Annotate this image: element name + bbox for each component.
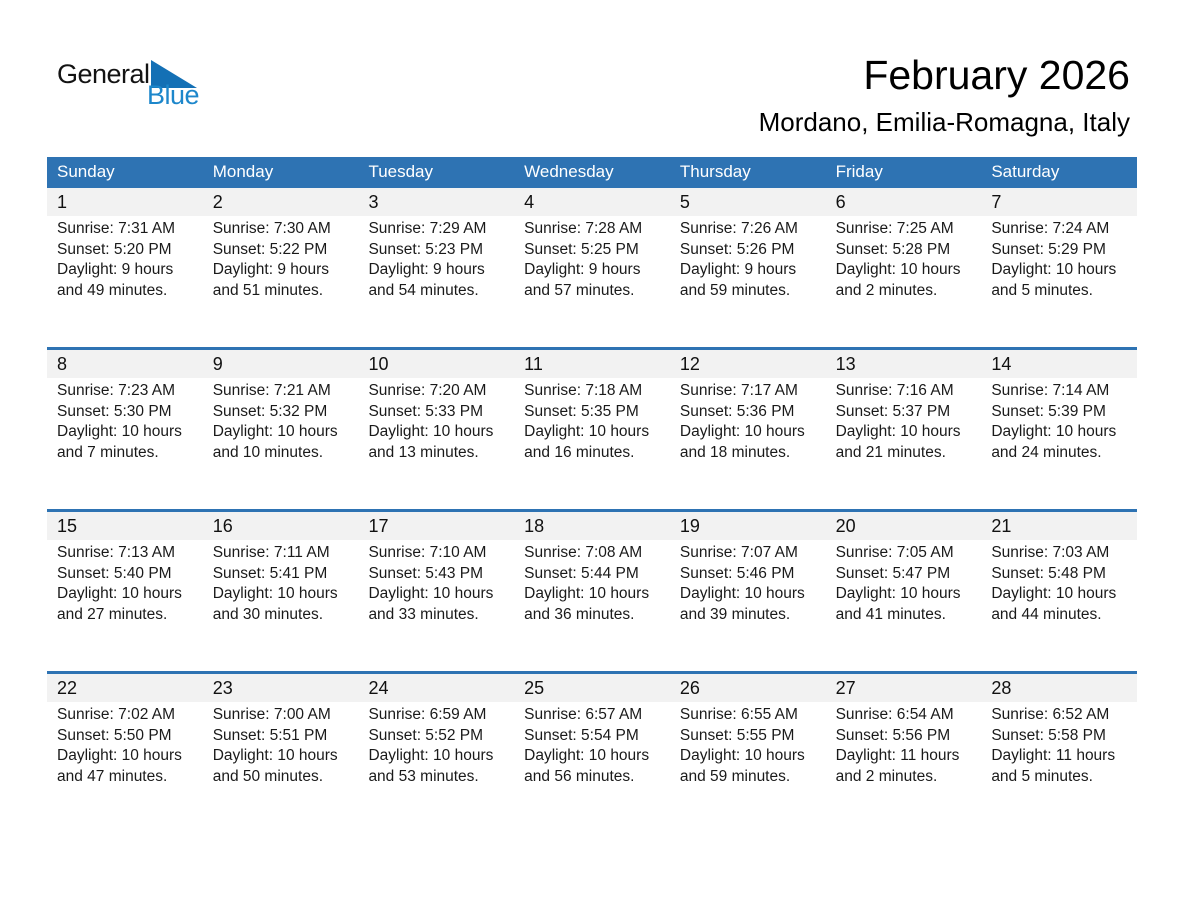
day-number: 21 bbox=[981, 512, 1137, 540]
page-title: February 2026 bbox=[863, 52, 1130, 98]
sunrise-line: Sunrise: 7:28 AM bbox=[524, 220, 643, 237]
day-number: 6 bbox=[826, 188, 982, 216]
weeks-container bbox=[47, 185, 1137, 833]
day-number: 25 bbox=[514, 674, 670, 702]
day-cell bbox=[981, 350, 1137, 509]
daylight-line-cont: and 53 minutes. bbox=[368, 767, 479, 785]
day-sun-info bbox=[981, 378, 1137, 463]
sunset-line: Sunset: 5:52 PM bbox=[368, 726, 484, 744]
sunrise-line: Sunrise: 7:11 AM bbox=[212, 544, 330, 561]
day-cell bbox=[514, 674, 670, 833]
day-number: 12 bbox=[670, 350, 826, 378]
week-row bbox=[47, 509, 1137, 671]
day-number: 19 bbox=[670, 512, 826, 540]
sunrise-line: Sunrise: 7:25 AM bbox=[835, 220, 954, 237]
daylight-line-cont: and 16 minutes. bbox=[524, 443, 635, 461]
sunset-line: Sunset: 5:55 PM bbox=[679, 726, 795, 744]
day-of-week-row bbox=[47, 157, 1137, 185]
day-cell bbox=[203, 512, 359, 671]
sunset-line: Sunset: 5:43 PM bbox=[368, 564, 484, 582]
day-cell bbox=[47, 512, 203, 671]
day-of-week-header: Saturday bbox=[991, 162, 1060, 181]
sunset-line: Sunset: 5:48 PM bbox=[991, 564, 1106, 582]
daylight-line: Daylight: 10 hours bbox=[57, 585, 182, 603]
sunrise-line: Sunrise: 7:26 AM bbox=[679, 220, 798, 237]
sunrise-line: Sunrise: 7:20 AM bbox=[368, 382, 487, 399]
day-sun-info bbox=[358, 702, 514, 787]
day-of-week-header: Sunday bbox=[57, 162, 115, 181]
daylight-line-cont: and 33 minutes. bbox=[368, 605, 479, 623]
day-sun-info bbox=[670, 378, 826, 463]
day-number: 10 bbox=[358, 350, 514, 378]
day-cell bbox=[826, 188, 982, 347]
day-number: 9 bbox=[203, 350, 359, 378]
daylight-line: Daylight: 9 hours bbox=[679, 261, 797, 279]
day-number: 16 bbox=[203, 512, 359, 540]
sunrise-line: Sunrise: 7:16 AM bbox=[835, 382, 954, 399]
day-sun-info bbox=[514, 702, 670, 787]
daylight-line: Daylight: 10 hours bbox=[991, 585, 1117, 603]
daylight-line: Daylight: 10 hours bbox=[679, 747, 805, 765]
sunrise-line: Sunrise: 7:17 AM bbox=[679, 382, 798, 399]
daylight-line: Daylight: 10 hours bbox=[368, 747, 494, 765]
day-sun-info bbox=[514, 378, 670, 463]
day-sun-info bbox=[203, 540, 359, 625]
daylight-line: Daylight: 10 hours bbox=[991, 261, 1117, 279]
sunset-line: Sunset: 5:28 PM bbox=[835, 240, 951, 258]
sunrise-line: Sunrise: 7:21 AM bbox=[212, 382, 331, 399]
daylight-line: Daylight: 10 hours bbox=[212, 585, 338, 603]
sunrise-line: Sunrise: 7:18 AM bbox=[524, 382, 643, 399]
day-sun-info bbox=[826, 702, 982, 787]
daylight-line: Daylight: 10 hours bbox=[212, 423, 338, 441]
day-number: 3 bbox=[358, 188, 514, 216]
day-number: 4 bbox=[514, 188, 670, 216]
location-subtitle: Mordano, Emilia-Romagna, Italy bbox=[758, 107, 1130, 137]
sunset-line: Sunset: 5:22 PM bbox=[212, 240, 328, 258]
day-cell bbox=[981, 188, 1137, 347]
daylight-line: Daylight: 10 hours bbox=[212, 747, 338, 765]
sunrise-line: Sunrise: 7:14 AM bbox=[991, 382, 1110, 399]
day-number: 22 bbox=[47, 674, 203, 702]
day-cell bbox=[358, 350, 514, 509]
sunset-line: Sunset: 5:47 PM bbox=[835, 564, 951, 582]
day-number: 20 bbox=[826, 512, 982, 540]
day-number: 23 bbox=[203, 674, 359, 702]
sunset-line: Sunset: 5:33 PM bbox=[368, 402, 484, 420]
sunrise-line: Sunrise: 6:52 AM bbox=[991, 706, 1110, 723]
sunset-line: Sunset: 5:51 PM bbox=[212, 726, 328, 744]
day-cell bbox=[47, 674, 203, 833]
daylight-line: Daylight: 10 hours bbox=[991, 423, 1117, 441]
sunrise-line: Sunrise: 7:31 AM bbox=[57, 220, 176, 237]
daylight-line: Daylight: 10 hours bbox=[368, 423, 494, 441]
sunrise-line: Sunrise: 7:02 AM bbox=[57, 706, 176, 723]
daylight-line: Daylight: 9 hours bbox=[57, 261, 174, 279]
logo-blue-text: Blue bbox=[146, 80, 199, 110]
sunrise-line: Sunrise: 7:10 AM bbox=[368, 544, 487, 561]
day-sun-info bbox=[981, 702, 1137, 787]
sunrise-line: Sunrise: 7:08 AM bbox=[524, 544, 643, 561]
day-cell bbox=[981, 674, 1137, 833]
day-cell bbox=[514, 512, 670, 671]
day-number: 28 bbox=[981, 674, 1137, 702]
sunrise-line: Sunrise: 7:24 AM bbox=[991, 220, 1110, 237]
day-of-week-header: Tuesday bbox=[368, 162, 434, 181]
sunset-line: Sunset: 5:23 PM bbox=[368, 240, 484, 258]
sunrise-line: Sunrise: 6:54 AM bbox=[835, 706, 954, 723]
day-sun-info bbox=[826, 378, 982, 463]
daylight-line: Daylight: 9 hours bbox=[212, 261, 330, 279]
daylight-line: Daylight: 10 hours bbox=[679, 585, 805, 603]
sunrise-line: Sunrise: 7:07 AM bbox=[679, 544, 798, 561]
daylight-line: Daylight: 10 hours bbox=[835, 423, 961, 441]
day-sun-info bbox=[981, 216, 1137, 301]
daylight-line-cont: and 47 minutes. bbox=[57, 767, 168, 785]
sunset-line: Sunset: 5:58 PM bbox=[991, 726, 1106, 744]
sunrise-line: Sunrise: 7:23 AM bbox=[57, 382, 176, 399]
sunset-line: Sunset: 5:25 PM bbox=[524, 240, 639, 258]
day-sun-info bbox=[203, 378, 359, 463]
daylight-line-cont: and 39 minutes. bbox=[679, 605, 791, 623]
day-number: 26 bbox=[670, 674, 826, 702]
sunset-line: Sunset: 5:37 PM bbox=[835, 402, 951, 420]
day-sun-info bbox=[826, 540, 982, 625]
day-number: 7 bbox=[981, 188, 1137, 216]
day-cell bbox=[670, 188, 826, 347]
daylight-line-cont: and 27 minutes. bbox=[57, 605, 168, 623]
day-sun-info bbox=[826, 216, 982, 301]
sunset-line: Sunset: 5:50 PM bbox=[57, 726, 172, 744]
day-cell bbox=[826, 674, 982, 833]
sunrise-line: Sunrise: 7:13 AM bbox=[57, 544, 176, 561]
sunset-line: Sunset: 5:46 PM bbox=[679, 564, 795, 582]
sunset-line: Sunset: 5:41 PM bbox=[212, 564, 328, 582]
day-cell bbox=[358, 512, 514, 671]
day-cell bbox=[358, 188, 514, 347]
day-cell bbox=[358, 674, 514, 833]
day-number: 2 bbox=[203, 188, 359, 216]
daylight-line-cont: and 59 minutes. bbox=[679, 767, 791, 785]
day-number: 5 bbox=[670, 188, 826, 216]
daylight-line: Daylight: 9 hours bbox=[368, 261, 485, 279]
daylight-line-cont: and 24 minutes. bbox=[991, 443, 1102, 461]
sunrise-line: Sunrise: 6:55 AM bbox=[679, 706, 798, 723]
day-number: 14 bbox=[981, 350, 1137, 378]
sunrise-line: Sunrise: 7:03 AM bbox=[991, 544, 1110, 561]
calendar-table bbox=[47, 157, 1137, 833]
daylight-line-cont: and 56 minutes. bbox=[524, 767, 635, 785]
daylight-line-cont: and 44 minutes. bbox=[991, 605, 1102, 623]
day-cell bbox=[670, 512, 826, 671]
day-of-week-header: Thursday bbox=[679, 162, 751, 181]
daylight-line: Daylight: 10 hours bbox=[835, 261, 961, 279]
day-cell bbox=[981, 512, 1137, 671]
sunset-line: Sunset: 5:29 PM bbox=[991, 240, 1106, 258]
daylight-line: Daylight: 10 hours bbox=[524, 423, 650, 441]
day-sun-info bbox=[47, 216, 203, 301]
sunrise-line: Sunrise: 7:30 AM bbox=[212, 220, 331, 237]
day-sun-info bbox=[203, 702, 359, 787]
sunset-line: Sunset: 5:56 PM bbox=[835, 726, 951, 744]
daylight-line-cont: and 10 minutes. bbox=[212, 443, 324, 461]
daylight-line-cont: and 2 minutes. bbox=[835, 767, 938, 785]
daylight-line-cont: and 13 minutes. bbox=[368, 443, 479, 461]
sunset-line: Sunset: 5:30 PM bbox=[57, 402, 172, 420]
daylight-line-cont: and 49 minutes. bbox=[57, 281, 168, 299]
daylight-line: Daylight: 11 hours bbox=[835, 747, 960, 765]
day-cell bbox=[203, 188, 359, 347]
sunrise-line: Sunrise: 7:29 AM bbox=[368, 220, 487, 237]
day-sun-info bbox=[514, 540, 670, 625]
day-number: 11 bbox=[514, 350, 670, 378]
sunset-line: Sunset: 5:32 PM bbox=[212, 402, 328, 420]
day-sun-info bbox=[47, 540, 203, 625]
daylight-line-cont: and 7 minutes. bbox=[57, 443, 159, 461]
week-row bbox=[47, 671, 1137, 833]
day-sun-info bbox=[47, 378, 203, 463]
day-sun-info bbox=[203, 216, 359, 301]
day-cell bbox=[203, 674, 359, 833]
sunset-line: Sunset: 5:36 PM bbox=[679, 402, 795, 420]
day-cell bbox=[47, 350, 203, 509]
day-sun-info bbox=[358, 216, 514, 301]
sunset-line: Sunset: 5:26 PM bbox=[679, 240, 795, 258]
day-sun-info bbox=[47, 702, 203, 787]
day-number: 27 bbox=[826, 674, 982, 702]
day-sun-info bbox=[670, 540, 826, 625]
day-of-week-header: Monday bbox=[212, 162, 274, 181]
daylight-line: Daylight: 10 hours bbox=[368, 585, 494, 603]
day-number: 1 bbox=[47, 188, 203, 216]
daylight-line: Daylight: 10 hours bbox=[679, 423, 805, 441]
day-cell bbox=[670, 350, 826, 509]
daylight-line: Daylight: 10 hours bbox=[835, 585, 961, 603]
daylight-line: Daylight: 10 hours bbox=[57, 423, 182, 441]
sunrise-line: Sunrise: 6:59 AM bbox=[368, 706, 487, 723]
daylight-line-cont: and 2 minutes. bbox=[835, 281, 938, 299]
day-number: 15 bbox=[47, 512, 203, 540]
general-blue-logo bbox=[57, 60, 199, 109]
day-cell bbox=[514, 350, 670, 509]
week-row bbox=[47, 185, 1137, 347]
daylight-line-cont: and 57 minutes. bbox=[524, 281, 635, 299]
daylight-line: Daylight: 11 hours bbox=[991, 747, 1116, 765]
daylight-line-cont: and 54 minutes. bbox=[368, 281, 479, 299]
daylight-line-cont: and 21 minutes. bbox=[835, 443, 946, 461]
day-cell bbox=[47, 188, 203, 347]
day-cell bbox=[670, 674, 826, 833]
daylight-line-cont: and 59 minutes. bbox=[679, 281, 791, 299]
daylight-line-cont: and 41 minutes. bbox=[835, 605, 946, 623]
daylight-line: Daylight: 10 hours bbox=[524, 747, 650, 765]
logo-general-text: General bbox=[57, 59, 150, 89]
daylight-line: Daylight: 9 hours bbox=[524, 261, 641, 279]
daylight-line: Daylight: 10 hours bbox=[524, 585, 650, 603]
daylight-line: Daylight: 10 hours bbox=[57, 747, 182, 765]
sunrise-line: Sunrise: 6:57 AM bbox=[524, 706, 643, 723]
daylight-line-cont: and 50 minutes. bbox=[212, 767, 324, 785]
daylight-line-cont: and 5 minutes. bbox=[991, 281, 1093, 299]
day-number: 17 bbox=[358, 512, 514, 540]
day-sun-info bbox=[981, 540, 1137, 625]
sunrise-line: Sunrise: 7:00 AM bbox=[212, 706, 331, 723]
day-sun-info bbox=[358, 540, 514, 625]
sunrise-line: Sunrise: 7:05 AM bbox=[835, 544, 954, 561]
day-sun-info bbox=[670, 702, 826, 787]
day-number: 8 bbox=[47, 350, 203, 378]
day-cell bbox=[826, 350, 982, 509]
day-of-week-header: Friday bbox=[835, 162, 883, 181]
sunset-line: Sunset: 5:20 PM bbox=[57, 240, 172, 258]
title-block bbox=[759, 52, 1130, 137]
day-sun-info bbox=[514, 216, 670, 301]
day-cell bbox=[826, 512, 982, 671]
day-number: 13 bbox=[826, 350, 982, 378]
week-row bbox=[47, 347, 1137, 509]
day-of-week-header: Wednesday bbox=[524, 162, 614, 181]
day-sun-info bbox=[358, 378, 514, 463]
day-cell bbox=[514, 188, 670, 347]
sunset-line: Sunset: 5:44 PM bbox=[524, 564, 639, 582]
daylight-line-cont: and 51 minutes. bbox=[212, 281, 324, 299]
daylight-line-cont: and 30 minutes. bbox=[212, 605, 324, 623]
day-number: 24 bbox=[358, 674, 514, 702]
day-sun-info bbox=[670, 216, 826, 301]
sunset-line: Sunset: 5:39 PM bbox=[991, 402, 1106, 420]
day-number: 18 bbox=[514, 512, 670, 540]
daylight-line-cont: and 18 minutes. bbox=[679, 443, 791, 461]
daylight-line-cont: and 36 minutes. bbox=[524, 605, 635, 623]
sunset-line: Sunset: 5:40 PM bbox=[57, 564, 172, 582]
daylight-line-cont: and 5 minutes. bbox=[991, 767, 1093, 785]
sunset-line: Sunset: 5:54 PM bbox=[524, 726, 639, 744]
day-cell bbox=[203, 350, 359, 509]
sunset-line: Sunset: 5:35 PM bbox=[524, 402, 639, 420]
